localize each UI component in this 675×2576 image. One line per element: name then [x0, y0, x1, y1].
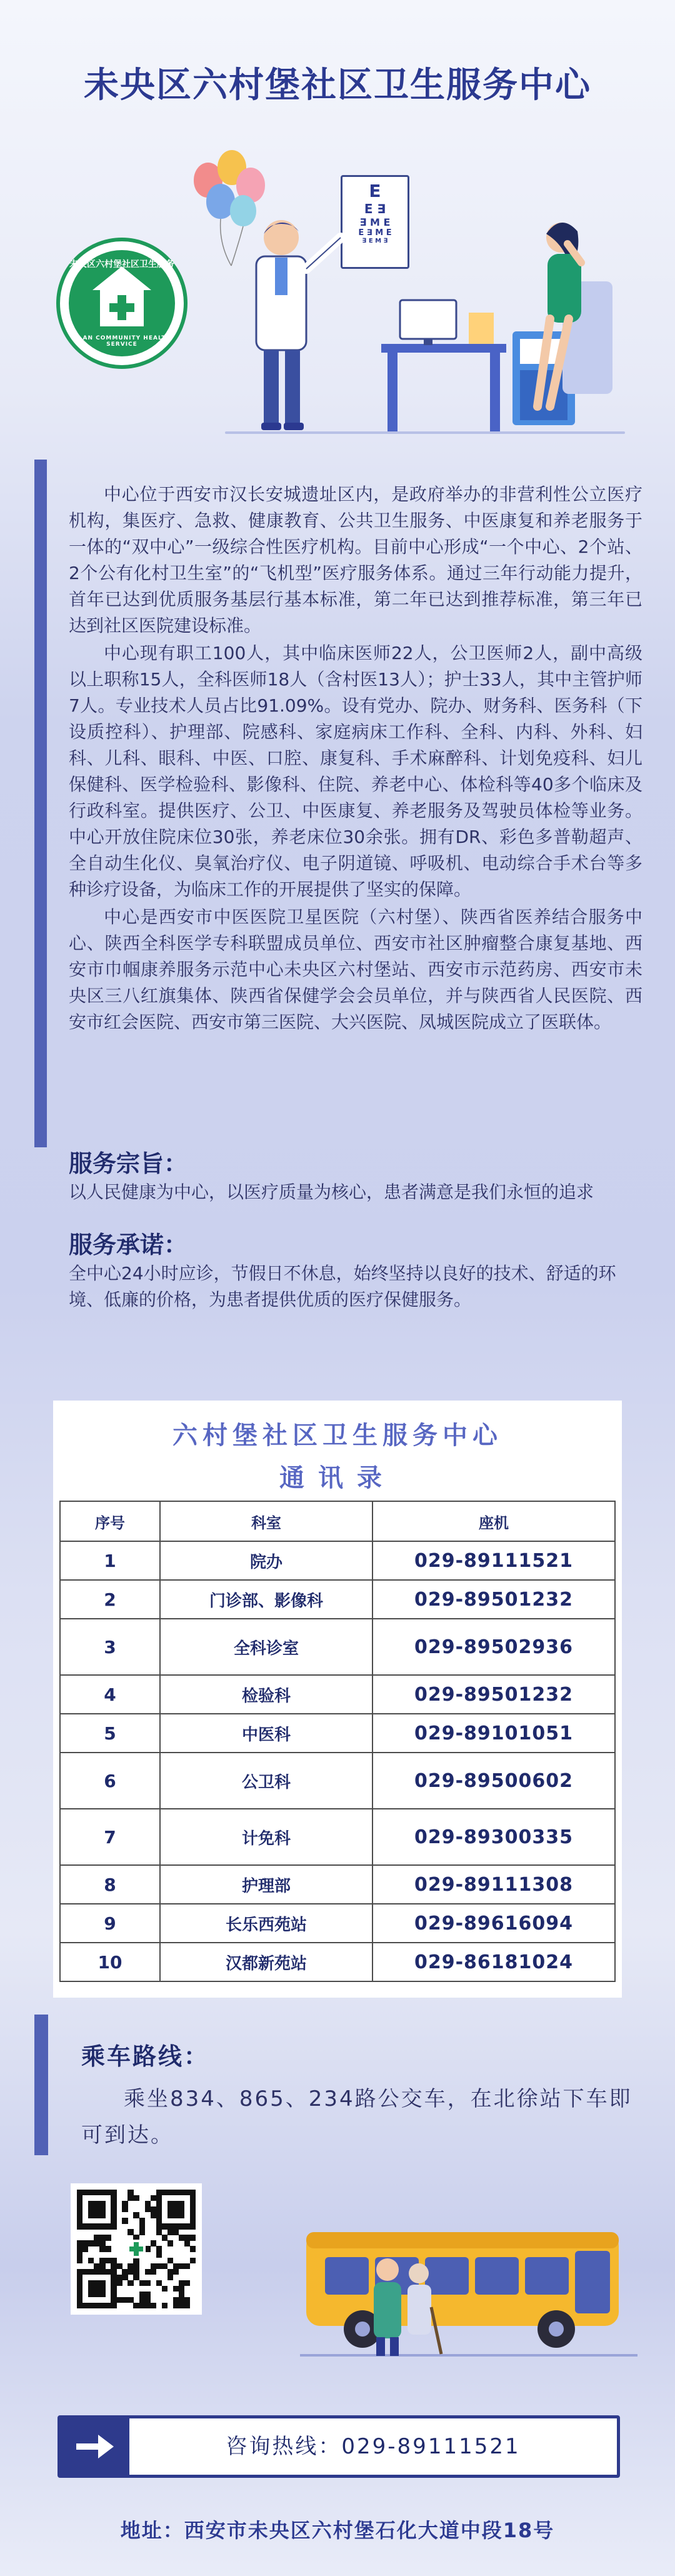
intro-paragraph: 中心现有职工100人，其中临床医师22人，公卫医师2人，副中高级以上职称15人，全科医师18人（含村医13人）；护士33人，其中主管护师7人。专业技术人员占比91.09%。设有党办、院办、财务科、医务科（下设质控科）、护理部、院感科、家庭病床工作科、全科、内科、外科、妇科、儿科、眼科、中医、口腔、康复科、手术麻醉科、计划免疫科、妇儿保健科、医学检验科、影像科、住院、养老中心、体检科等40多个临床及行政科室。提供医疗、公卫、中医康复、养老服务及驾驶员体检等业务。中心开放住院床位30张，养老床位30余张。拥有DR、彩色多普勒超声、全自动生化仪、臭氧治疗仪、电子阴道镜、呼吸机、电动综合手术台等多种诊疗设备，为临床工作的开展提供了坚实的保障。 [69, 643, 642, 900]
row-no: 1 [60, 1541, 160, 1580]
row-phone[interactable]: 029-86181024 [372, 1943, 615, 1981]
table-row [60, 1675, 615, 1714]
eye-chart-row: ∃ M E [359, 216, 391, 228]
intro-accent-bar [34, 460, 47, 1147]
contact-table [59, 1501, 616, 1982]
logo-ring-text-bottom: XI AN COMMUNITY HEALTH SERVICE [72, 335, 171, 348]
bus-illustration [300, 2163, 638, 2363]
intro-paragraph: 中心位于西安市汉长安城遗址区内，是政府举办的非营利性公立医疗机构，集医疗、急救、健康教育、公共卫生服务、中医康复和养老服务于一体的“双中心”一级综合性医疗机构。目前中心形成“一个中心、2个站、2个公有化村卫生室”的“飞机型”医疗服务体系。通过三年行动能力提升，首年已达到优质服务基层行基本标准，第二年已达到推荐标准，第三年已达到社区医院建设标准。 [69, 484, 642, 636]
row-dept: 门诊部、影像科 [160, 1580, 372, 1619]
promise-text: 全中心24小时应诊，节假日不休息，始终坚持以良好的技术、舒适的环境、低廉的价格，为患者提供优质的医疗保健服务。 [69, 1263, 616, 1310]
row-phone[interactable]: 029-89300335 [372, 1809, 615, 1865]
column-header-phone: 座机 [372, 1501, 615, 1541]
row-dept: 院办 [160, 1541, 372, 1580]
row-dept: 公卫科 [160, 1753, 372, 1809]
row-dept: 全科诊室 [160, 1619, 372, 1675]
row-phone[interactable]: 029-89501232 [372, 1675, 615, 1714]
table-row [60, 1753, 615, 1809]
column-header-dept: 科室 [160, 1501, 372, 1541]
table-row [60, 1943, 615, 1981]
address-text: 地址：西安市未央区六村堡石化大道中段18号 [120, 2518, 555, 2542]
row-no: 8 [60, 1865, 160, 1904]
row-no: 2 [60, 1580, 160, 1619]
table-row [60, 1580, 615, 1619]
row-no: 5 [60, 1714, 160, 1753]
promise-heading: 服务承诺： [69, 1231, 188, 1259]
contact-subtitle: 通讯录 [279, 1464, 396, 1492]
table-row [60, 1809, 615, 1865]
table-row [60, 1865, 615, 1904]
intro-text [69, 481, 642, 1037]
row-dept: 汉都新苑站 [160, 1943, 372, 1981]
eye-chart [341, 175, 409, 269]
row-dept: 长乐西苑站 [160, 1904, 372, 1943]
table-row [60, 1714, 615, 1753]
logo-ring-text-top: 未央区六村堡社区卫生服务 [69, 259, 174, 269]
row-phone[interactable]: 029-89500602 [372, 1753, 615, 1809]
eye-chart-row: E [369, 181, 381, 201]
row-dept: 检验科 [160, 1675, 372, 1714]
hotline-box[interactable] [58, 2415, 620, 2478]
route-accent-bar [34, 2015, 48, 2155]
row-phone[interactable]: 029-89111308 [372, 1865, 615, 1904]
patient-illustration [525, 206, 619, 438]
row-phone[interactable]: 029-89111521 [372, 1541, 615, 1580]
column-header-no: 序号 [60, 1501, 160, 1541]
row-phone[interactable]: 029-89501232 [372, 1580, 615, 1619]
table-header-row [60, 1501, 615, 1541]
doctor-illustration [231, 213, 344, 438]
route-heading: 乘车路线： [81, 2043, 210, 2070]
row-dept: 护理部 [160, 1865, 372, 1904]
contact-directory [53, 1401, 622, 1998]
table-row [60, 1541, 615, 1580]
qr-code[interactable] [71, 2183, 202, 2315]
mission-heading: 服务宗旨： [69, 1150, 188, 1177]
arrow-right-icon [61, 2418, 129, 2475]
row-dept: 中医科 [160, 1714, 372, 1753]
house-icon [100, 289, 144, 326]
eye-chart-row: ∃ E M ∃ [362, 238, 388, 244]
row-no: 4 [60, 1675, 160, 1714]
row-phone[interactable]: 029-89101051 [372, 1714, 615, 1753]
table-row [60, 1904, 615, 1943]
row-dept: 计免科 [160, 1809, 372, 1865]
qr-center-logo-icon [127, 2240, 146, 2258]
page-title: 未央区六村堡社区卫生服务中心 [84, 65, 591, 106]
eye-chart-row: E ∃ [364, 201, 386, 216]
floor-line [225, 431, 625, 434]
eye-chart-row: E ∃ M E [358, 228, 392, 238]
hotline-text: 咨询热线：029-89111521 [226, 2434, 521, 2459]
table-row [60, 1619, 615, 1675]
intro-paragraph: 中心是西安市中医医院卫星医院（六村堡）、陕西省医养结合服务中心、陕西全科医学专科联盟成员单位、西安市社区肿瘤整合康复基地、西安市巾帼康养服务示范中心未央区六村堡站、西安市示范药房、西安市未央区三八红旗集体、陕西省保健学会会员单位，并与陕西省人民医院、西安市红会医院、西安市第三医院、大兴医院、凤城医院成立了医联体。 [69, 907, 642, 1032]
mission-text: 以人民健康为中心，以医疗质量为核心，患者满意是我们永恒的追求 [69, 1182, 594, 1202]
row-no: 7 [60, 1809, 160, 1865]
contact-title: 六村堡社区卫生服务中心 [172, 1421, 502, 1450]
row-no: 9 [60, 1904, 160, 1943]
row-no: 6 [60, 1753, 160, 1809]
row-phone[interactable]: 029-89616094 [372, 1904, 615, 1943]
hero-illustration [0, 125, 675, 450]
route-text: 乘坐834、865、234路公交车，在北徐站下车即可到达。 [81, 2086, 632, 2148]
center-logo [56, 238, 188, 369]
row-no: 10 [60, 1943, 160, 1981]
row-phone[interactable]: 029-89502936 [372, 1619, 615, 1675]
row-no: 3 [60, 1619, 160, 1675]
